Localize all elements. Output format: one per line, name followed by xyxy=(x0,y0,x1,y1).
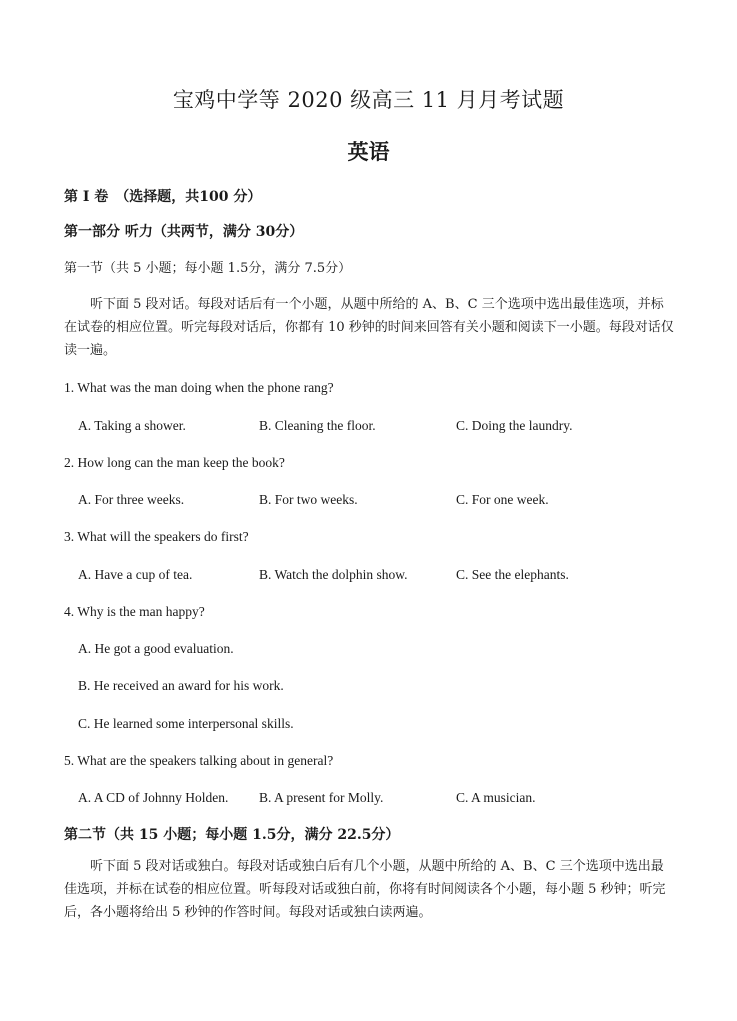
section2-instruction: 听下面 5 段对话或独白。每段对话或独白后有几个小题，从题中所给的 A、B、C 三个选项中选出最佳选项，并标在试卷的相应位置。听每段对话或独白前，你将有时间阅读各个小题，每小题 5 秒钟；听完后，各小题将给出 5 秒钟的作答时间。每段对话或独白读两遍。 xyxy=(64,859,666,920)
q4-option-b: B. He received an award for his work. xyxy=(78,678,284,693)
q3-option-b: B. Watch the dolphin show. xyxy=(259,567,408,582)
q1-option-b: B. Cleaning the floor. xyxy=(259,418,376,433)
exam-subject: 英语 xyxy=(347,139,390,164)
section2-heading: 第二节（共 15 小题；每小题 1.5分，满分 22.5分） xyxy=(64,827,400,843)
section1-heading: 第一节（共 5 小题；每小题 1.5分，满分 7.5分） xyxy=(64,261,352,276)
q3-option-a: A. Have a cup of tea. xyxy=(78,567,193,582)
q1-option-c: C. Doing the laundry. xyxy=(456,418,573,433)
question-4: 4. Why is the man happy? xyxy=(64,604,205,619)
q5-option-b: B. A present for Molly. xyxy=(259,790,384,805)
q4-option-c: C. He learned some interpersonal skills. xyxy=(78,716,294,731)
exam-title: 宝鸡中学等 2020 级高三 11 月月考试题 xyxy=(172,88,565,112)
volume-heading: 第 I 卷 （选择题，共100 分） xyxy=(64,189,262,205)
q3-option-c: C. See the elephants. xyxy=(456,567,569,582)
q2-option-b: B. For two weeks. xyxy=(259,492,358,507)
q2-option-c: C. For one week. xyxy=(456,492,549,507)
question-2: 2. How long can the man keep the book? xyxy=(64,455,285,470)
part1-heading: 第一部分 听力（共两节，满分 30分） xyxy=(64,224,304,240)
q4-option-a: A. He got a good evaluation. xyxy=(78,641,234,656)
q1-option-a: A. Taking a shower. xyxy=(78,418,186,433)
q2-option-a: A. For three weeks. xyxy=(78,492,185,507)
question-5: 5. What are the speakers talking about in general? xyxy=(64,753,334,768)
question-3: 3. What will the speakers do first? xyxy=(64,529,249,544)
question-1: 1. What was the man doing when the phone rang? xyxy=(64,380,334,395)
q5-option-c: C. A musician. xyxy=(456,790,536,805)
section1-instruction: 听下面 5 段对话。每段对话后有一个小题，从题中所给的 A、B、C 三个选项中选出最佳选项，并标在试卷的相应位置。听完每段对话后，你都有 10 秒钟的时间来回答有关小题和阅读下一小题。每段对话仅读一遍。 xyxy=(64,297,674,358)
q5-option-a: A. A CD of Johnny Holden. xyxy=(78,790,229,805)
